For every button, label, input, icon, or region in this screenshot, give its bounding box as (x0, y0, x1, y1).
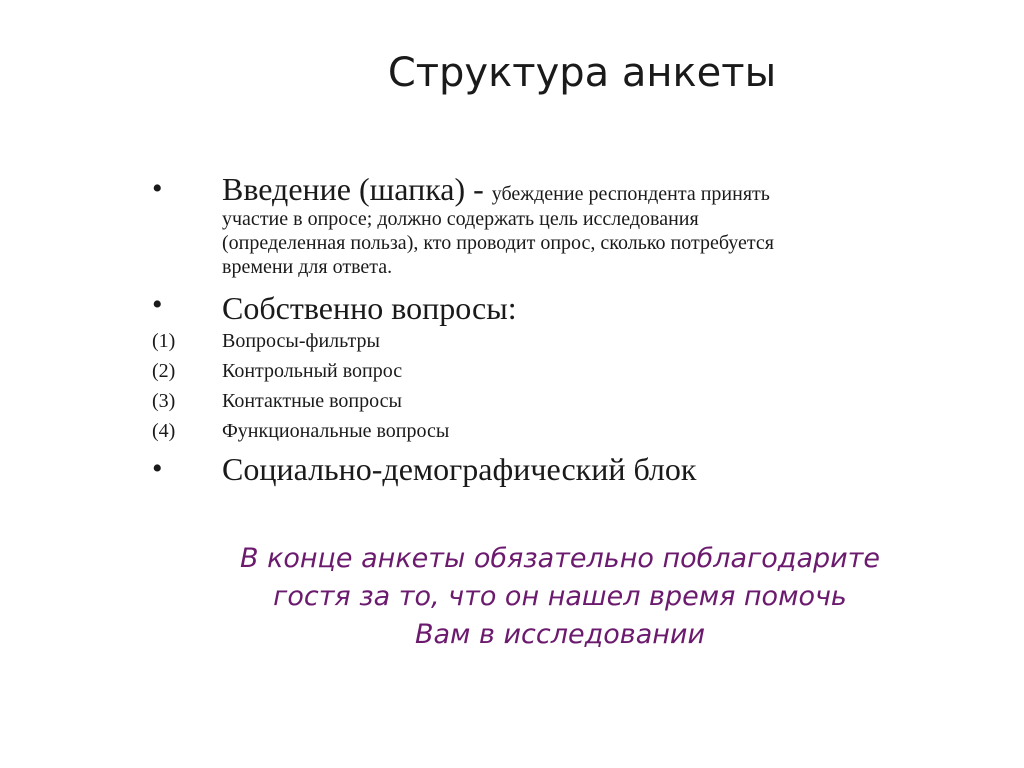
intro-detail-line: времени для ответа. (222, 256, 393, 278)
closing-line: Вам в исследовании (414, 619, 705, 650)
slide-title: Структура анкеты (387, 50, 777, 96)
question-number: (2) (152, 360, 176, 382)
question-number: (3) (152, 390, 176, 412)
intro-detail-first: убеждение респондента принять (491, 183, 770, 205)
intro-lead: Введение (шапка) - (222, 171, 492, 207)
intro-block (222, 172, 942, 279)
closing-note (140, 540, 980, 654)
question-number: (4) (152, 420, 176, 442)
bullet-glyph: • (152, 452, 163, 485)
intro-detail-rest (222, 207, 942, 279)
question-label: Функциональные вопросы (222, 420, 450, 442)
demographic-heading: Социально-демографический блок (222, 451, 697, 487)
questions-heading: Собственно вопросы: (222, 290, 517, 326)
intro-detail-line: участие в опросе; должно содержать цель исследования (222, 208, 699, 230)
question-label: Контрольный вопрос (222, 360, 403, 382)
question-label: Вопросы-фильтры (222, 330, 380, 352)
bullet-glyph: • (152, 288, 163, 321)
bullet-glyph: • (152, 172, 163, 205)
closing-line: В конце анкеты обязательно поблагодарите (239, 543, 881, 574)
question-label: Контактные вопросы (222, 390, 402, 412)
question-number: (1) (152, 330, 176, 352)
intro-detail-line: (определенная польза), кто проводит опрос, сколько потребуется (222, 232, 774, 254)
closing-line: гостя за то, что он нашел время помочь (273, 581, 847, 612)
